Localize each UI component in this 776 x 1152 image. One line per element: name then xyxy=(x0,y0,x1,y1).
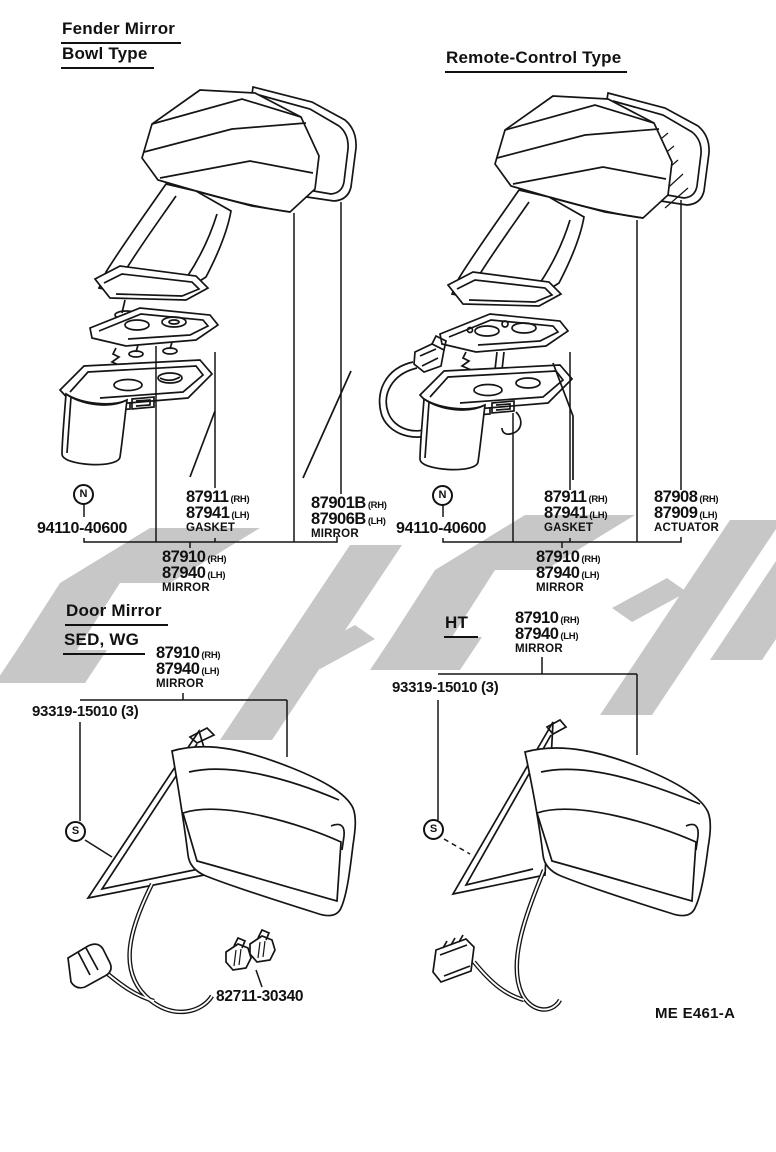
part-label-actuator xyxy=(654,490,719,534)
part-name: MIRROR xyxy=(156,678,204,690)
part-number: 87910 xyxy=(156,644,200,662)
fender-remote-drawing xyxy=(380,93,710,480)
part-label-gasket-left xyxy=(186,490,249,534)
part-label-assembly-door-sed xyxy=(156,646,220,690)
part-number-clip: 82711-30340 xyxy=(216,988,304,1005)
part-number-nut-right: 94110-40600 xyxy=(396,520,487,537)
nut-symbol-left: N xyxy=(73,484,94,505)
door-ht-title: HT xyxy=(444,613,478,638)
side-tag: (LH) xyxy=(201,665,220,677)
side-tag: (RH) xyxy=(230,494,250,505)
part-number: 87909 xyxy=(654,503,698,522)
part-number: 87911 xyxy=(544,488,587,506)
door-mirror-title-line1: Door Mirror xyxy=(65,601,168,626)
nut-symbol-right: N xyxy=(432,485,453,506)
part-number: 87940 xyxy=(156,659,200,678)
fender-bowl-drawing xyxy=(60,87,356,478)
door-mirror-title-line2: SED, WG xyxy=(63,630,145,655)
part-name: GASKET xyxy=(186,522,236,534)
fender-bowl-title-line1: Fender Mirror xyxy=(61,19,181,44)
side-tag: (RH) xyxy=(201,650,221,661)
part-number-nut-left: 94110-40600 xyxy=(37,520,128,537)
fender-bowl-title-line2: Bowl Type xyxy=(61,44,154,69)
part-number: 87910 xyxy=(162,548,206,566)
side-tag: (RH) xyxy=(207,554,227,565)
part-number: 87908 xyxy=(654,488,698,506)
side-tag: (RH) xyxy=(367,500,387,511)
screw-symbol-left: S xyxy=(65,821,86,842)
side-tag: (RH) xyxy=(699,494,719,505)
side-tag: (RH) xyxy=(560,615,580,626)
side-tag: (LH) xyxy=(589,509,608,521)
part-number-screw-right: 93319-15010 (3) xyxy=(392,679,499,696)
side-tag: (LH) xyxy=(699,509,718,521)
part-name: MIRROR xyxy=(162,582,210,594)
part-label-assembly-door-ht xyxy=(515,611,579,655)
part-number: 87910 xyxy=(515,609,559,627)
part-name: MIRROR xyxy=(311,528,359,540)
part-number: 87940 xyxy=(536,563,580,582)
side-tag: (LH) xyxy=(231,509,250,521)
part-name: MIRROR xyxy=(536,582,584,594)
figure-code: ME E461-A xyxy=(655,1005,736,1022)
side-tag: (LH) xyxy=(560,630,579,642)
part-number: 87901B xyxy=(311,494,366,512)
fender-remote-title: Remote-Control Type xyxy=(445,48,627,73)
part-number: 87941 xyxy=(544,503,588,522)
part-label-assembly-fender-right xyxy=(536,550,600,594)
part-name: GASKET xyxy=(544,522,594,534)
side-tag: (RH) xyxy=(588,494,608,505)
side-tag: (LH) xyxy=(207,569,226,581)
part-label-mirror-glass xyxy=(311,496,387,540)
part-name: MIRROR xyxy=(515,643,563,655)
screw-symbol-right: S xyxy=(423,819,444,840)
part-number: 87906B xyxy=(311,509,366,528)
part-number: 87940 xyxy=(162,563,206,582)
part-name: ACTUATOR xyxy=(654,522,720,534)
side-tag: (RH) xyxy=(581,554,601,565)
part-label-gasket-right xyxy=(544,490,607,534)
door-ht-drawing xyxy=(433,720,710,1010)
part-label-assembly-fender-left xyxy=(162,550,226,594)
side-tag: (LH) xyxy=(581,569,600,581)
part-number: 87941 xyxy=(186,503,230,522)
part-number-screw-left: 93319-15010 (3) xyxy=(32,703,139,720)
side-tag: (LH) xyxy=(367,515,386,527)
part-number: 87911 xyxy=(186,488,229,506)
part-number: 87940 xyxy=(515,624,559,643)
door-sed-drawing xyxy=(68,728,355,1012)
part-number: 87910 xyxy=(536,548,580,566)
